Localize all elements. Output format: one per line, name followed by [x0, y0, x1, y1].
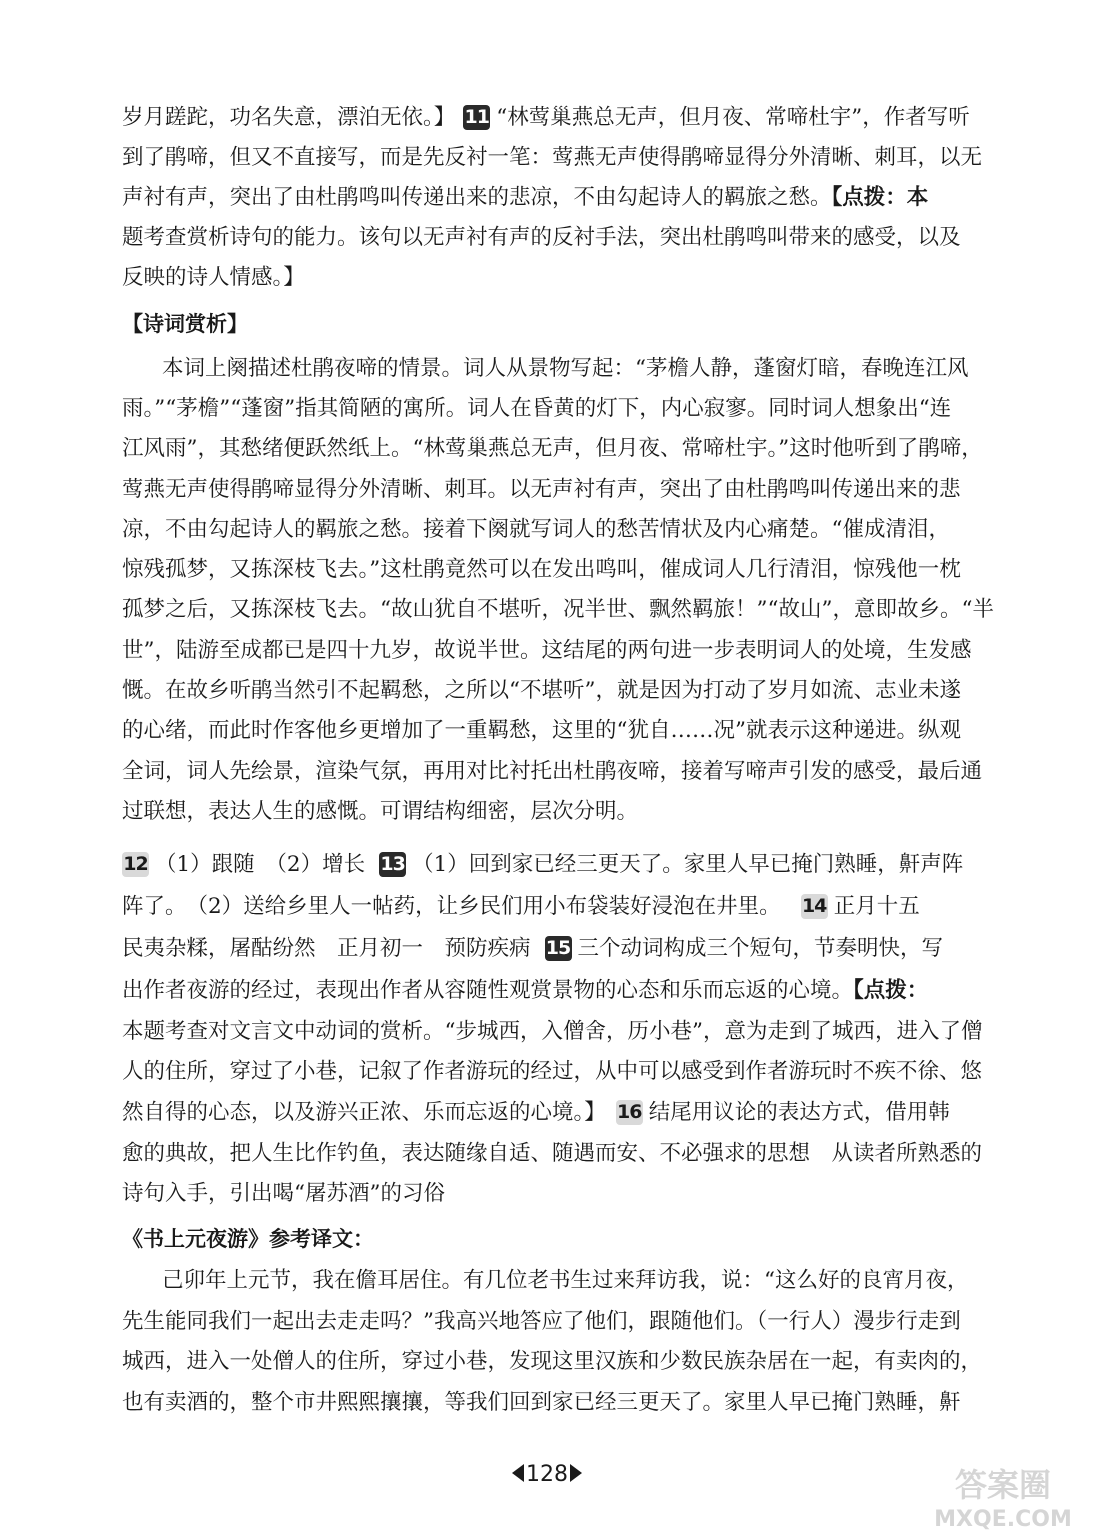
text-line: 先生能同我们一起出去走走吗？”我高兴地答应了他们，跟随他们。（一行人）漫步行走到 — [122, 1309, 961, 1334]
svg-text:MXQE.COM: MXQE.COM — [934, 1507, 1072, 1532]
question-number-badge: 13 — [380, 853, 405, 875]
question-number-badge: 11 — [464, 106, 489, 128]
text-line — [122, 1098, 1000, 1128]
text-line: 慨。在故乡听鹃当然引不起羁愁，之所以“不堪听”，就是因为打动了岁月如流、志业未遂 — [122, 678, 961, 703]
text-line: 世”，陆游至成都已是四十九岁，故说半世。这结尾的两句进一步表明词人的处境，生发感 — [122, 638, 972, 663]
text-line: 本词上阕描述杜鹃夜啼的情景。词人从景物写起：“茅檐人静，蓬窗灯暗，春晚连江风 — [162, 356, 969, 381]
hint-label: 【点拨： — [853, 978, 929, 1003]
text-line: 己卯年上元节，我在儋耳居住。有几位老书生过来拜访我，说：“这么好的良宵月夜， — [162, 1268, 969, 1293]
text-line: 也有卖酒的，整个市井熙熙攘攘，等我们回到家已经三更天了。家里人早已掩门熟睡，鼾 — [122, 1390, 961, 1415]
text-line: 到了鹃啼，但又不直接写，而是先反衬一笔：莺燕无声使得鹃啼显得分外清晰、刺耳，以无 — [122, 145, 983, 170]
text-line: 题考查赏析诗句的能力。该句以无声衬有声的反衬手法，突出杜鹃鸣叫带来的感受，以及 — [122, 225, 961, 250]
text-line: 人的住所，穿过了小巷，记叙了作者游玩的经过，从中可以感受到作者游玩时不疾不徐、悠 — [122, 1059, 983, 1084]
text-line: 惊残孤梦，又拣深枝飞去。”这杜鹃竟然可以在发出鸣叫，催成词人几行清泪，惊残他一枕 — [122, 557, 961, 582]
right-arrow-icon — [570, 1464, 582, 1482]
text-line — [122, 183, 1000, 213]
question-number-badge: 12 — [123, 853, 148, 875]
text: 民夷杂糅，屠酤纷然 正月初一 预防疾病 — [122, 936, 531, 961]
text-line — [122, 892, 1000, 922]
text-line: 全词，词人先绘景，渲染气氛，再用对比衬托出杜鹃夜啼，接着写啼声引发的感受，最后通 — [122, 759, 983, 784]
text-line: 本题考查对文言文中动词的赏析。“步城西，入僧舍，历小巷”，意为走到了城西，进入了僧 — [122, 1019, 983, 1044]
svg-text:答案圈: 答案圈 — [954, 1466, 1052, 1504]
text: 然自得的心态，以及游兴正浓、乐而忘返的心境。】 — [122, 1100, 606, 1125]
text: （1）跟随 （2）增长 — [155, 852, 366, 877]
page-number-text: 128 — [526, 1462, 568, 1487]
hint-label: 【点拨：本 — [831, 185, 929, 210]
text-line: 反映的诗人情感。】 — [122, 265, 305, 290]
text-line: 孤梦之后，又拣深枝飞去。“故山犹自不堪听，况半世、飘然羁旅！”“故山”，意即故乡。“半 — [122, 597, 994, 622]
text-line: 城西，进入一处僧人的住所，穿过小巷，发现这里汉族和少数民族杂居在一起，有卖肉的， — [122, 1349, 983, 1374]
text: 声衬有声，突出了由杜鹃鸣叫传递出来的悲凉，不由勾起诗人的羁旅之愁。 — [122, 185, 832, 210]
question-number-badge: 14 — [801, 895, 827, 917]
question-number-badge: 15 — [545, 937, 571, 959]
text: 结尾用议论的表达方式，借用韩 — [648, 1100, 950, 1125]
left-arrow-icon — [512, 1464, 524, 1482]
text: 正月十五 — [833, 894, 920, 919]
text-line — [122, 850, 1000, 880]
text-line: 凉，不由勾起诗人的羁旅之愁。接着下阕就写词人的愁苦情状及内心痛楚。“催成清泪， — [122, 517, 950, 542]
text: （1）回到家已经三更天了。家里人早已掩门熟睡，鼾声阵 — [412, 852, 964, 877]
text: 三个动词构成三个短句，节奏明快，写 — [577, 936, 944, 961]
text-line: 诗句入手，引出喝“屠苏酒”的习俗 — [122, 1181, 445, 1206]
section-heading: 《书上元夜游》参考译文： — [122, 1227, 374, 1251]
question-number-badge: 16 — [617, 1101, 642, 1123]
text-line: 愈的典故，把人生比作钓鱼，表达随缘自适、随遇而安、不必强求的思想 从读者所熟悉的 — [122, 1141, 983, 1166]
text-line: 莺燕无声使得鹃啼显得分外清晰、刺耳。以无声衬有声，突出了由杜鹃鸣叫传递出来的悲 — [122, 477, 961, 502]
text-line — [122, 976, 1000, 1006]
text: 阵了。 （2）送给乡里人一帖药，让乡民们用小布袋装好浸泡在井里。 — [122, 894, 781, 919]
watermark-logo — [918, 1462, 1088, 1532]
text: 出作者夜游的经过，表现出作者从容随性观赏景物的心态和乐而忘返的心境。 — [122, 978, 854, 1003]
section-heading: 【诗词赏析】 — [122, 312, 248, 336]
text: “林莺巢燕总无声，但月夜、常啼杜宇”，作者写听 — [496, 105, 970, 130]
text-line: 江风雨”，其愁绪便跃然纸上。“林莺巢燕总无声，但月夜、常啼杜宇。”这时他听到了鹃啼， — [122, 436, 983, 461]
text-line — [122, 103, 1000, 133]
text-line: 过联想，表达人生的感慨。可谓结构细密，层次分明。 — [122, 799, 639, 824]
text-line — [122, 934, 1000, 964]
text-line: 的心绪，而此时作客他乡更增加了一重羁愁，这里的“犹自……况”就表示这种递进。纵观 — [122, 718, 961, 743]
text: 岁月蹉跎，功名失意，漂泊无依。】 — [122, 105, 456, 130]
text-line: 雨。”“茅檐”“蓬窗”指其简陋的寓所。词人在昏黄的灯下，内心寂寥。同时词人想象出“连 — [122, 396, 952, 421]
